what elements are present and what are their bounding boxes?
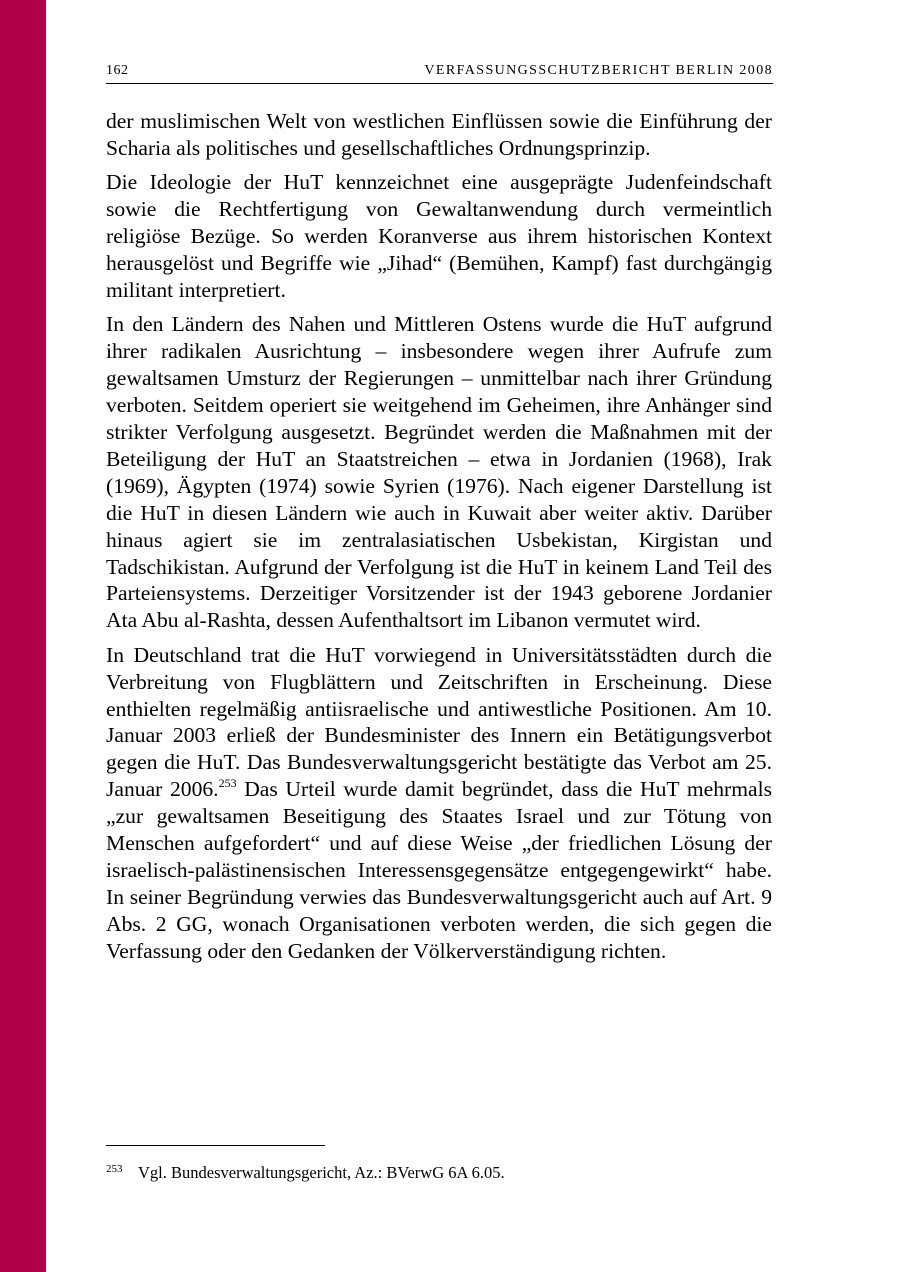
- paragraph: der muslimischen Welt von westlichen Einflüssen sowie die Einführung der Scharia als politisches und gesellschaftliches Ordnungsprinzip.: [106, 109, 772, 160]
- footnote-number: 253: [106, 1163, 123, 1175]
- page-header: [106, 63, 773, 84]
- footnote-reference: 253: [218, 776, 237, 791]
- paragraph: In den Ländern des Nahen und Mittleren Ostens wurde die HuT aufgrund ihrer radikalen Ausrichtung – insbesondere wegen ihrer Aufrufe zum gewaltsamen Umsturz der Regierungen – unmittelbar nach ihrer Gründung verboten. Seitdem operiert sie weitgehend im Geheimen, ihre Anhänger sind strikter Verfolgung ausgesetzt. Begründet werden die Maßnahmen mit der Beteiligung der HuT an Staatstreichen – etwa in Jordanien (1968), Irak (1969), Ägypten (1974) sowie Syrien (1976). Nach eigener Darstellung ist die HuT in diesen Ländern wie auch in Kuwait aber weiter aktiv. Darüber hinaus agiert sie im zentralasiatischen Usbekistan, Kirgistan und Tadschikistan. Aufgrund der Verfolgung ist die HuT in keinem Land Teil des Parteiensystems. Derzeitiger Vorsitzender ist der 1943 geborene Jordanier Ata Abu al-Rashta, dessen Aufenthaltsort im Libanon vermutet wird.: [106, 312, 772, 633]
- footnote-divider: [106, 1145, 325, 1146]
- footnote: [106, 1162, 772, 1186]
- paragraph-text: In Deutschland trat die HuT vorwiegend in Universitätsstädten durch die Verbreitung von Flugblättern und Zeitschriften in Erscheinung. Diese enthielten regelmäßig antiisraelische und antiwestliche Positionen. Am 10. Januar 2003 erließ der Bundesminister des Innern ein Betätigungsverbot gegen die HuT. Das Bundesverwaltungsgericht bestätigte das Verbot am 25. Januar 2006.: [106, 642, 772, 802]
- paragraph: [106, 642, 772, 965]
- page-number: 162: [106, 63, 129, 78]
- paragraph: Die Ideologie der HuT kennzeichnet eine ausgeprägte Judenfeindschaft sowie die Rechtfertigung von Gewaltanwendung durch vermeintlich religiöse Bezüge. So werden Koranverse aus ihrem historischen Kontext herausgelöst und Begriffe wie „Jihad“ (Bemühen, Kampf) fast durchgängig militant interpretiert.: [106, 170, 772, 302]
- running-title: VERFASSUNGSSCHUTZBERICHT BERLIN 2008: [424, 63, 773, 78]
- paragraph-text: Das Urteil wurde damit begründet, dass die HuT mehrmals „zur gewaltsamen Beseitigung des Staates Israel und zur Tötung von Menschen aufgefordert“ und auf diese Weise „der friedlichen Lösung der israelisch-palästinensischen Interessensgegensätze entgegengewirkt“ habe. In seiner Begründung verwies das Bundesverwaltungsgericht auch auf Art. 9 Abs. 2 GG, wonach Organisationen verboten werden, die sich gegen die Verfassung oder den Gedanken der Völkerverständigung richten.: [106, 777, 772, 963]
- footnote-text: Vgl. Bundesverwaltungsgericht, Az.: BVerwG 6A 6.05.: [138, 1163, 505, 1182]
- side-color-bar: [0, 0, 46, 1272]
- body-text: [106, 108, 772, 972]
